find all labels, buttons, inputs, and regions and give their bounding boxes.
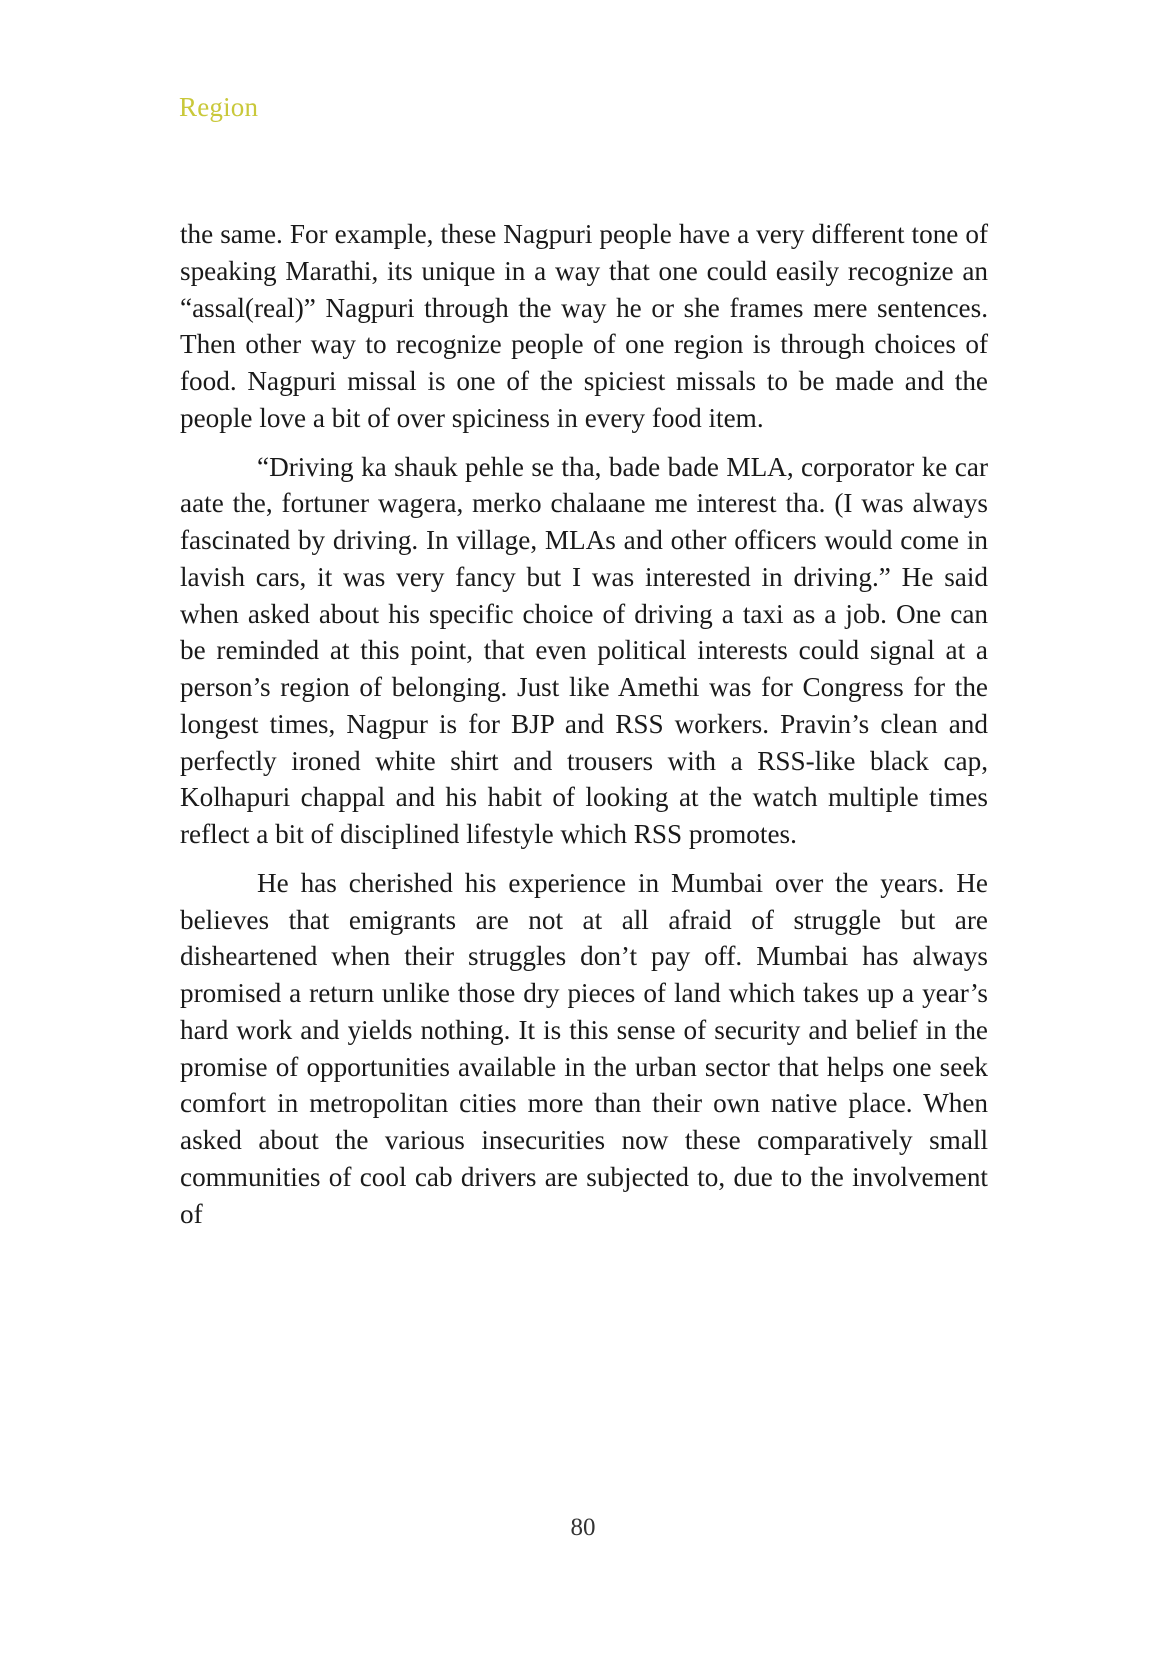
body-text — [180, 216, 988, 1244]
running-header-title: Region — [179, 92, 259, 122]
paragraph-3: He has cherished his experience in Mumbai over the years. He believes that emigrants are not at all afraid of struggle but are disheartened when their struggles don’t pay off. Mumbai has always promised a return unlike those dry pieces of land which takes up a year’s hard work and yields nothing. It is this sense of security and belief in the promise of opportunities available in the urban sector that helps one seek comfort in metropolitan cities more than their own native place. When asked about the various insecurities now these comparatively small communities of cool cab drivers are subjected to, due to the involvement of — [180, 867, 988, 1229]
paragraph-2: “Driving ka shauk pehle se tha, bade bade MLA, corporator ke car aate the, fortuner wagera, merko chalaane me interest tha. (I was always fascinated by driving. In village, MLAs and other officers would come in lavish cars, it was very fancy but I was interested in driving.” He said when asked about his specific choice of driving a taxi as a job. One can be reminded at this point, that even political interests could signal at a person’s region of belonging. Just like Amethi was for Congress for the longest times, Nagpur is for BJP and RSS workers. Pravin’s clean and perfectly ironed white shirt and trousers with a RSS-like black cap, Kolhapuri chappal and his habit of looking at the watch multiple times reflect a bit of disciplined lifestyle which RSS promotes. — [180, 451, 988, 849]
page-number: 80 — [570, 1514, 596, 1541]
paragraph-1: the same. For example, these Nagpuri people have a very different tone of speaking Marathi, its unique in a way that one could easily recognize an “assal(real)” Nagpuri through the way he or she frames mere sentences. Then other way to recognize people of one region is through choices of food. Nagpuri missal is one of the spiciest missals to be made and the people love a bit of over spiciness in every food item. — [180, 219, 988, 433]
